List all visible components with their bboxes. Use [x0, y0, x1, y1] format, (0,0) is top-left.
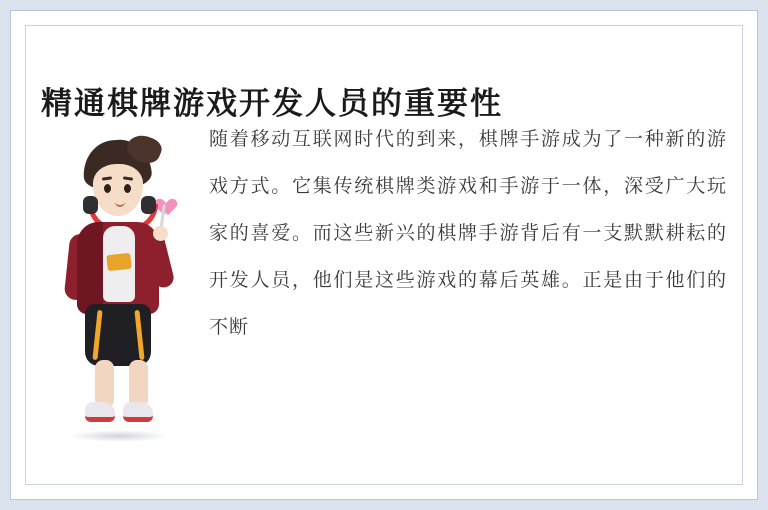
page-title: 精通棋牌游戏开发人员的重要性: [41, 85, 503, 122]
illustration-figure: [41, 134, 201, 444]
outer-frame: [10, 10, 758, 500]
cartoon-boy-icon: [41, 134, 201, 444]
headphone-earcup-left: [83, 196, 98, 214]
shoe-right: [123, 402, 153, 422]
hand-right: [153, 226, 168, 241]
body-paragraph: 随着移动互联网时代的到来，棋牌手游成为了一种新的游戏方式。它集传统棋牌类游戏和手游于一体，深受广大玩家的喜爱。而这些新兴的棋牌手游背后有一支默默耕耘的开发人员，他们是这些游戏的幕后英雄。正是由于他们的不断: [209, 128, 727, 338]
leg-right: [129, 360, 148, 408]
shoe-left: [85, 402, 115, 422]
headphone-earcup-right: [141, 196, 156, 214]
shirt-logo-shape: [106, 253, 132, 271]
leg-left: [95, 360, 114, 408]
figure-shadow: [69, 430, 169, 442]
eye-right: [124, 184, 131, 193]
content-area: [41, 116, 731, 459]
jacket-shadow-shape: [77, 222, 103, 314]
eye-left: [104, 184, 111, 193]
